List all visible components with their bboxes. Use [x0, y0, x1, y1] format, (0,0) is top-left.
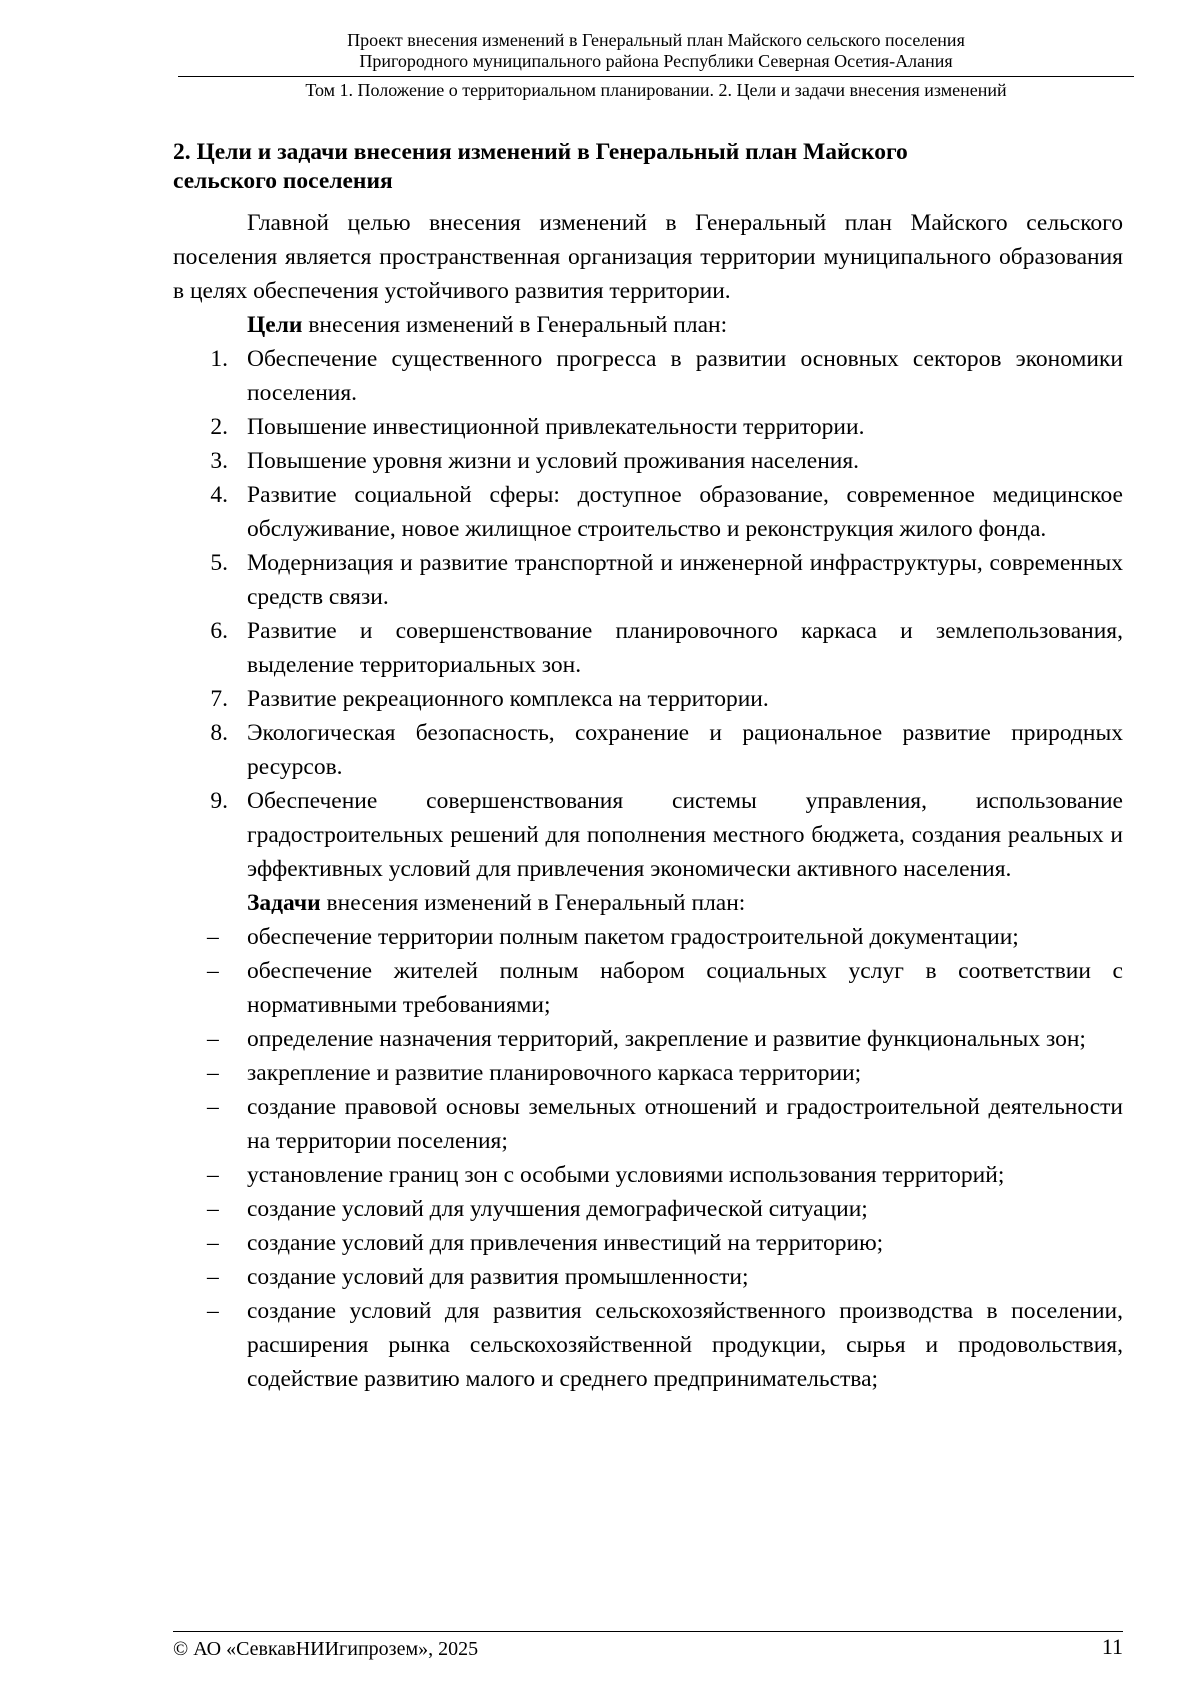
- tasks-lead: [173, 886, 1123, 920]
- list-item: [173, 410, 1123, 444]
- list-item-text: Модернизация и развитие транспортной и инженерной инфраструктуры, современных средств связи.: [247, 550, 1123, 610]
- list-number: 8.: [210, 720, 228, 746]
- list-item-text: Экологическая безопасность, сохранение и рациональное развитие природных ресурсов.: [247, 720, 1123, 780]
- list-item: [173, 920, 1123, 954]
- list-number: 2.: [210, 414, 228, 440]
- list-item-text: создание условий для развития промышленности;: [247, 1264, 749, 1290]
- list-item: [173, 478, 1123, 546]
- goals-lead: [173, 308, 1123, 342]
- list-item: [173, 614, 1123, 682]
- list-item: [173, 716, 1123, 784]
- intro-paragraph: Главной целью внесения изменений в Генеральный план Майского сельского поселения является пространственная организация территории муниципального образования в целях обеспечения устойчивого развития территории.: [173, 210, 1123, 304]
- list-item: [173, 1294, 1123, 1396]
- header-title-line-2: Пригородного муниципального района Республики Северная Осетия-Алания: [359, 51, 953, 71]
- list-item-text: Развитие рекреационного комплекса на территории.: [247, 686, 769, 712]
- list-item: [173, 546, 1123, 614]
- list-item-text: Повышение инвестиционной привлекательности территории.: [247, 414, 865, 440]
- list-number: 7.: [210, 686, 228, 712]
- header-volume-line: Том 1. Положение о территориальном планировании. 2. Цели и задачи внесения изменений: [305, 80, 1007, 100]
- dash-marker: –: [207, 1094, 219, 1120]
- dash-marker: –: [207, 1162, 219, 1188]
- list-item-text: закрепление и развитие планировочного каркаса территории;: [247, 1060, 862, 1086]
- section-heading: 2. Цели и задачи внесения изменений в Генеральный план Майского сельского поселения: [173, 139, 908, 194]
- header-divider: [178, 76, 1134, 77]
- footer-divider: [173, 1631, 1123, 1632]
- list-item-text: обеспечение территории полным пакетом градостроительной документации;: [247, 924, 1019, 950]
- tasks-lead-bold: Задачи: [247, 890, 321, 916]
- list-item-text: Обеспечение совершенствования системы управления, использование градостроительных решений для пополнения местного бюджета, создания реальных и эффективных условий для привлечения экономически активного населения.: [247, 788, 1123, 882]
- list-item-text: создание условий для улучшения демографической ситуации;: [247, 1196, 868, 1222]
- list-item-text: обеспечение жителей полным набором социальных услуг в соответствии с нормативными требованиями;: [247, 958, 1123, 1018]
- list-item: [173, 682, 1123, 716]
- goals-list: [173, 342, 1123, 886]
- goals-lead-text: внесения изменений в Генеральный план:: [302, 312, 728, 338]
- dash-marker: –: [207, 1060, 219, 1086]
- tasks-lead-text: внесения изменений в Генеральный план:: [320, 890, 746, 916]
- list-item: [173, 342, 1123, 410]
- header-title-line-1: Проект внесения изменений в Генеральный план Майского сельского поселения: [347, 30, 965, 50]
- list-number: 9.: [210, 788, 228, 814]
- list-item: [173, 1260, 1123, 1294]
- list-item: [173, 1192, 1123, 1226]
- goals-lead-bold: Цели: [247, 312, 303, 338]
- list-item: [173, 1022, 1123, 1056]
- list-item-text: создание условий для развития сельскохозяйственного производства в поселении, расширения рынка сельскохозяйственной продукции, сырья и продовольствия, содействие развитию малого и среднего предпринимательства;: [247, 1298, 1123, 1392]
- tasks-list: [173, 920, 1123, 1396]
- list-number: 1.: [210, 346, 228, 372]
- list-number: 4.: [210, 482, 228, 508]
- list-item: [173, 1158, 1123, 1192]
- list-item: [173, 784, 1123, 886]
- list-item-text: Развитие социальной сферы: доступное образование, современное медицинское обслуживание, новое жилищное строительство и реконструкция жилого фонда.: [247, 482, 1123, 542]
- dash-marker: –: [207, 1196, 219, 1222]
- list-number: 3.: [210, 448, 228, 474]
- list-item-text: Повышение уровня жизни и условий проживания населения.: [247, 448, 860, 474]
- footer-copyright: © АО «СевкавНИИгипрозем», 2025: [173, 1638, 479, 1660]
- list-item: [173, 1056, 1123, 1090]
- list-item: [173, 1226, 1123, 1260]
- list-item-text: определение назначения территорий, закрепление и развитие функциональных зон;: [247, 1026, 1086, 1052]
- dash-marker: –: [207, 1264, 219, 1290]
- dash-marker: –: [207, 1230, 219, 1256]
- list-item: [173, 444, 1123, 478]
- document-body: [173, 138, 1123, 1396]
- dash-marker: –: [207, 958, 219, 984]
- list-item-text: установление границ зон с особыми условиями использования территорий;: [247, 1162, 1005, 1188]
- page-number: 11: [1101, 1634, 1123, 1659]
- list-item-text: Развитие и совершенствование планировочного каркаса и землепользования, выделение территориальных зон.: [247, 618, 1123, 678]
- list-item-text: Обеспечение существенного прогресса в развитии основных секторов экономики поселения.: [247, 346, 1123, 406]
- dash-marker: –: [207, 1298, 219, 1324]
- list-item-text: создание условий для привлечения инвестиций на территорию;: [247, 1230, 884, 1256]
- dash-marker: –: [207, 1026, 219, 1052]
- list-item-text: создание правовой основы земельных отношений и градостроительной деятельности на территории поселения;: [247, 1094, 1123, 1154]
- list-item: [173, 954, 1123, 1022]
- dash-marker: –: [207, 924, 219, 950]
- list-number: 6.: [210, 618, 228, 644]
- list-item: [173, 1090, 1123, 1158]
- list-number: 5.: [210, 550, 228, 576]
